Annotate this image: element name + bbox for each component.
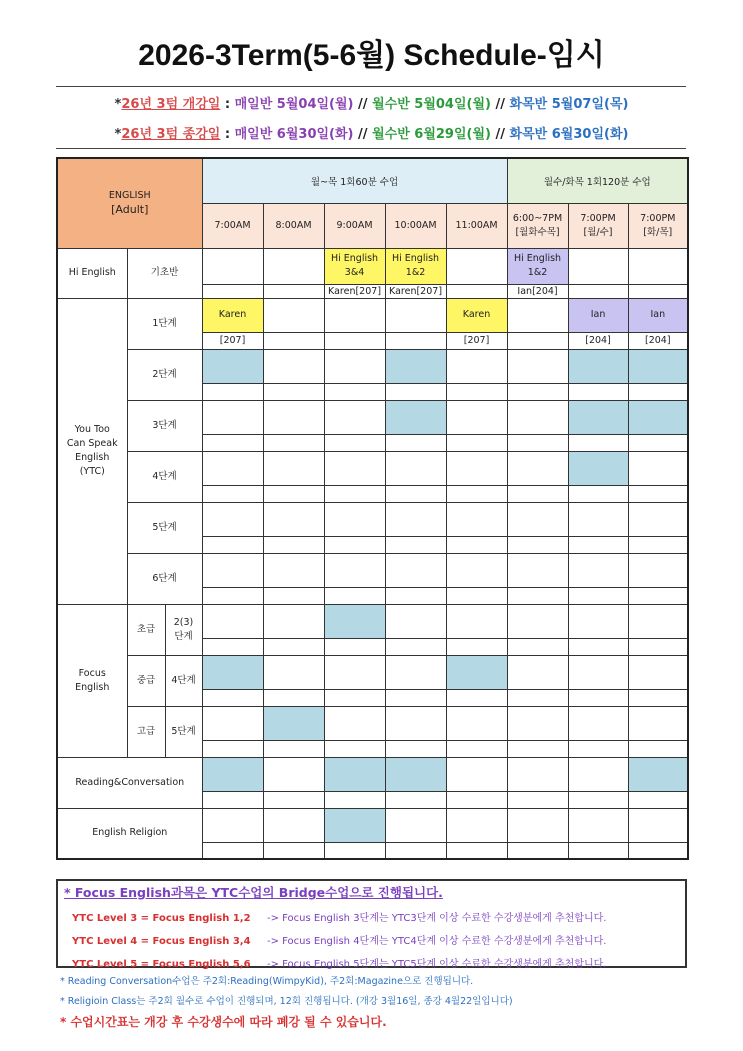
english-adult-header: ENGLISH [Adult] [57,158,202,248]
slot [446,248,507,284]
row-label-religion: English Religion [57,808,202,859]
room-label: Ian[204] [507,284,568,298]
level-label: 2단계 [127,349,202,400]
class-cell: Hi English 1&2 [385,248,446,284]
slot [263,248,324,284]
row-label-reading: Reading&Conversation [57,757,202,808]
row-label-focus-english: Focus English [57,604,127,757]
religion-note: * Religioin Class는 주2회 월수로 수업이 진행되며, 12회 진행됩니다. (개강 3월16일, 종강 4월22일입니다) [60,996,513,1007]
slot [202,248,263,284]
time-header: 7:00PM [화/목] [628,203,688,248]
divider [56,86,686,87]
slot [568,248,628,284]
reading-note: * Reading Conversation수업은 주2회:Reading(WimpyKid), 주2회:Magazine으로 진행됩니다. [60,976,474,987]
time-header: 6:00~7PM [월화수목] [507,203,568,248]
level-label: 5단계 [165,706,202,757]
room-label: [207] [446,332,507,349]
time-header: 10:00AM [385,203,446,248]
room-label: [204] [628,332,688,349]
note-line: YTC Level 5 = Focus English 5,6 -> Focus English 5단계는 YTC5단계 이상 수료한 수강생분에게 추천합니다. [72,959,607,970]
class-cell: Hi English 3&4 [324,248,385,284]
class-cell: Ian [628,298,688,332]
time-header: 7:00PM [월/수] [568,203,628,248]
room-label: Karen[207] [385,284,446,298]
group-a-header: 월~목 1회60분 수업 [202,158,507,203]
room-label: Karen[207] [324,284,385,298]
time-header: 11:00AM [446,203,507,248]
level-label: 5단계 [127,502,202,553]
page-title: 2026-3Term(5-6월) Schedule-임시 [138,39,605,72]
row-label-kichoban: 기초반 [127,248,202,298]
note-line: YTC Level 4 = Focus English 3,4 -> Focus English 4단계는 YTC4단계 이상 수료한 수강생분에게 추천합니다. [72,936,607,947]
class-cell: Hi English 1&2 [507,248,568,284]
warning-note: * 수업시간표는 개강 후 수강생수에 따라 폐강 될 수 있습니다. [60,1015,387,1029]
level-label: 4단계 [127,451,202,502]
note-line: YTC Level 3 = Focus English 1,2 -> Focus English 3단계는 YTC3단계 이상 수료한 수강생분에게 추천합니다. [72,913,607,924]
schedule-table [56,157,689,860]
class-cell: Karen [202,298,263,332]
close-date-line: *26년 3텀 종강일 : 매일반 6월30일(화) // 월수반 6월29일(월) // 화목반 6월30일(화) [114,127,629,142]
row-label-hi-english: Hi English [57,248,127,298]
time-header: 7:00AM [202,203,263,248]
level-label: 4단계 [165,655,202,706]
divider [56,148,686,149]
class-cell: Karen [446,298,507,332]
notes-heading: * Focus English과목은 YTC수업의 Bridge수업으로 진행됩니다. [64,885,443,900]
level-label: 3단계 [127,400,202,451]
level-label: 1단계 [127,298,202,349]
level-label: 6단계 [127,553,202,604]
time-header: 9:00AM [324,203,385,248]
level-label: 초급 [127,604,165,655]
notes-box [56,879,687,968]
room-label: [204] [568,332,628,349]
row-label-ytc: You Too Can Speak English (YTC) [57,298,127,604]
level-label: 2(3) 단계 [165,604,202,655]
group-b-header: 월수/화목 1회120분 수업 [507,158,688,203]
slot [628,248,688,284]
room-label: [207] [202,332,263,349]
level-label: 중급 [127,655,165,706]
class-cell: Ian [568,298,628,332]
level-label: 고급 [127,706,165,757]
open-date-line: *26년 3텀 개강일 : 매일반 5월04일(월) // 월수반 5월04일(월) // 화목반 5월07일(목) [114,97,629,112]
time-header: 8:00AM [263,203,324,248]
